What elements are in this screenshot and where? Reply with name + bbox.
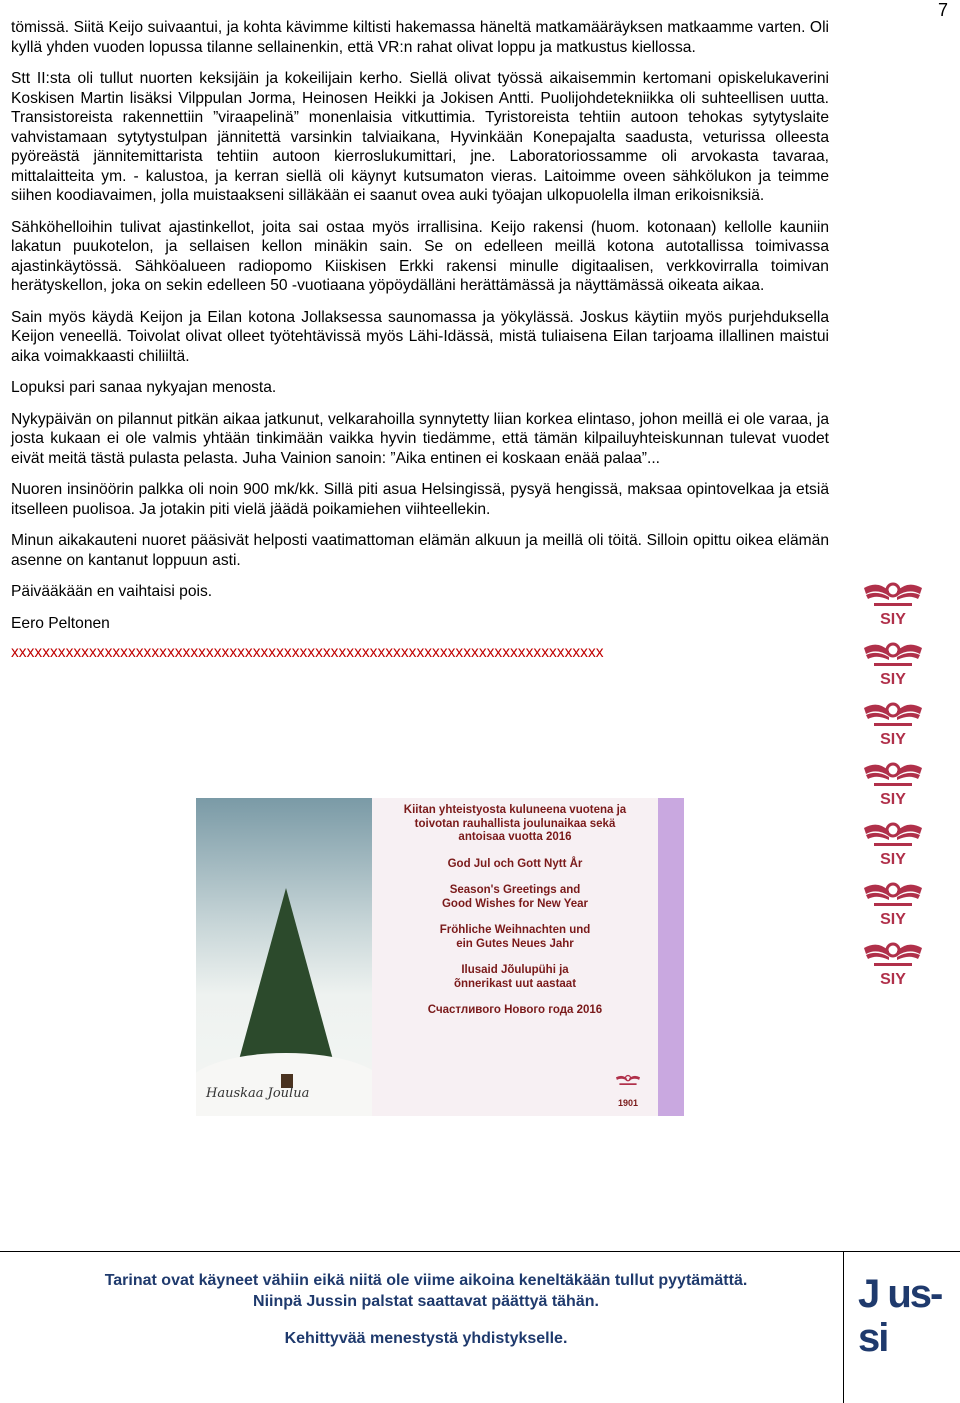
greeting-english xyxy=(372,884,658,911)
greeting-line: õnnerikast uut aastaat xyxy=(453,977,577,990)
greeting-line: God Jul och Gott Nytt År xyxy=(447,857,583,870)
paragraph: Stt II:sta oli tullut nuorten keksijäin ja kokeilijain kerho. Siellä olivat työssä aikaisemmin kertomani opiskelukaverini Koskisen Martin lisäksi Vilppulan Jorma, Heinosen Heikki ja Jokisen Antti. Puolijohdetekniikka oli suhteellisen uutta. Transistoreista rakennettiin ”viraapelinä” monenlaisia vitkuttimia. Tyristoreista tehtiin autoon tehokas sytytyslaite vahvistamaan sytytystulpan jännitettä varsinkin talviaikana, Hyvinkään Konepajalta saadusta, veturissa olleesta pyöreästä jännitemittarista tehtiin autoon kierroslukumittari, jne. Laboratoriossamme oli arvokasta tavaraa, mittalaitteita ym. - kalustoa, ja kerran siellä oli käynyt kutsumaton vieras. Laitoimme oveen sähkölukon ja teimme siihen koodiavaimen, jolla muistaakseni silläkään ei saanut ovea auki työajan ulkopuolella ilman erikoisniksiä. xyxy=(11,70,829,204)
svg-text:SIY: SIY xyxy=(880,971,906,988)
svg-text:SIY: SIY xyxy=(880,731,906,748)
paragraph: Nuoren insinöörin palkka oli noin 900 mk/kk. Sillä piti asua Helsingissä, pysyä hengissä, maksaa opintovelkaa ja etsiä itselleen puolisoa. Ja jotakin piti vielä jäädä poikamiehen viihteellekin. xyxy=(11,481,829,518)
siy-winged-logo-icon xyxy=(862,758,924,818)
greeting-line: ein Gutes Neues Jahr xyxy=(456,937,574,950)
separator-line: xxxxxxxxxxxxxxxxxxxxxxxxxxxxxxxxxxxxxxxxxxxxxxxxxxxxxxxxxxxxxxxxxxxxxxxxxxxx xyxy=(11,644,604,661)
greeting-line: Season's Greetings and xyxy=(449,884,581,896)
footer-divider-line xyxy=(0,1251,960,1252)
svg-text:SIY: SIY xyxy=(880,791,906,808)
signature: Eero Peltonen xyxy=(11,614,110,632)
page-number: 7 xyxy=(937,0,948,20)
siy-winged-logo-icon xyxy=(862,938,924,998)
jussi-title-line: J us- xyxy=(858,1272,942,1316)
footer-line: Tarinat ovat käyneet vähiin eikä niitä ole viime aikoina keneltäkään tullut pyytämättä. xyxy=(104,1272,748,1289)
greeting-line: Good Wishes for New Year xyxy=(441,897,589,910)
svg-text:SIY: SIY xyxy=(880,611,906,628)
greeting-estonian xyxy=(372,964,658,991)
svg-text:SIY: SIY xyxy=(880,851,906,868)
greetings-panel xyxy=(372,798,658,1116)
siy-winged-logo-icon xyxy=(862,578,924,638)
greeting-line: Ilusaid Jõulupühi ja xyxy=(461,964,569,976)
paragraph: Päivääkään en vaihtaisi pois. xyxy=(11,583,213,600)
siy-logo-column xyxy=(862,578,932,998)
footer-line: Kehittyvää menestystä yhdistykselle. xyxy=(284,1330,568,1347)
greeting-card-image xyxy=(196,798,684,1116)
greeting-line: Kiitan yhteistyosta kuluneena vuotena ja xyxy=(403,804,627,816)
footer-message xyxy=(11,1270,841,1349)
card-year-text: 1901 xyxy=(617,1097,639,1108)
siy-winged-logo-icon xyxy=(862,878,924,938)
greeting-line: Счастливого Нового года 2016 xyxy=(427,1004,603,1016)
card-photo-caption: Hauskaa Joulua xyxy=(206,1086,310,1101)
greeting-finnish xyxy=(372,804,658,845)
jussi-column-title xyxy=(858,1272,948,1360)
svg-text:SIY: SIY xyxy=(880,911,906,928)
paragraph: Lopuksi pari sanaa nykyajan menosta. xyxy=(11,379,277,396)
paragraph: tömissä. Siitä Keijo suivaantui, ja kohta kävimme kiltisti hakemassa häneltä matkamääräyksen matkaamme varten. Oli kyllä yhden vuoden lopussa tilanne sellainenkin, että VR:n rahat olivat loppu ja matkustus kiellossa. xyxy=(11,19,829,56)
greeting-swedish xyxy=(372,858,658,872)
jussi-title-line: si xyxy=(858,1316,888,1360)
greeting-line: antoisaa vuotta 2016 xyxy=(458,831,572,843)
spruce-tree-shape xyxy=(234,888,338,1078)
footer-line: Niinpä Jussin palstat saattavat päättyä tähän. xyxy=(253,1293,599,1310)
card-year-badge xyxy=(608,1073,648,1111)
card-side-stripe xyxy=(658,798,684,1116)
paragraph: Sähköhelloihin tulivat ajastinkellot, joita sai ostaa myös irrallisina. Keijo rakensi (huom. kotonaan) kellolle kauniin lakatun puukotelon, ja sellaisen kellon minäkin sain. Se on edelleen meillä kotona autotallissa toimivassa ajastinkäytössä. Sähköalueen radiopomo Kiiskisen Erkki rakensi minulle digitaalisen, verkkovirralla toimivan herätyskellon, joka on sekin edelleen 50 -vuotiaana yöpöydälläni herättämässä ja näyttämässä oikeata aikaa. xyxy=(11,218,829,294)
siy-winged-logo-icon xyxy=(862,818,924,878)
paragraph: Minun aikakauteni nuoret pääsivät helposti vaatimattoman elämän alkuun ja meillä oli töitä. Silloin opittu oikea elämän asenne on kantanut loppuun asti. xyxy=(11,532,829,569)
siy-mini-logo-icon xyxy=(615,1073,641,1097)
greeting-line: Fröhliche Weihnachten und xyxy=(439,924,591,936)
greeting-line: toivotan rauhallista joulunaikaa sekä xyxy=(414,817,616,830)
siy-winged-logo-icon xyxy=(862,698,924,758)
greeting-russian xyxy=(372,1004,658,1018)
paragraph: Sain myös käydä Keijon ja Eilan kotona Jollaksessa saunomassa ja yökylässä. Joskus käytiin myös purjehduksella Keijon veneellä. Toivolat olivat olleet työtehtävissä myös Lähi-Idässä, mistä tuliaisena Eilan tarjoama illallinen maistui aika voimakkaasti chiliiltä. xyxy=(11,308,829,365)
winter-tree-photo xyxy=(196,798,372,1116)
svg-text:SIY: SIY xyxy=(880,671,906,688)
greeting-german xyxy=(372,924,658,951)
siy-winged-logo-icon xyxy=(862,638,924,698)
article-body xyxy=(11,18,829,663)
footer-vertical-divider xyxy=(843,1251,844,1403)
paragraph: Nykypäivän on pilannut pitkän aikaa jatkunut, velkarahoilla synnytetty liian korkea elintaso, johon meillä ei ole varaa, ja josta kukaan ei ole valmis yhtään tinkimään vaikka hyvin tiedämme, että tämän kilpailuyhteiskunnan tulevat vuodet eivät meitä tästä pulasta pelasta. Juha Vainion sanoin: ”Aika entinen ei koskaan enää palaa”... xyxy=(11,410,829,467)
